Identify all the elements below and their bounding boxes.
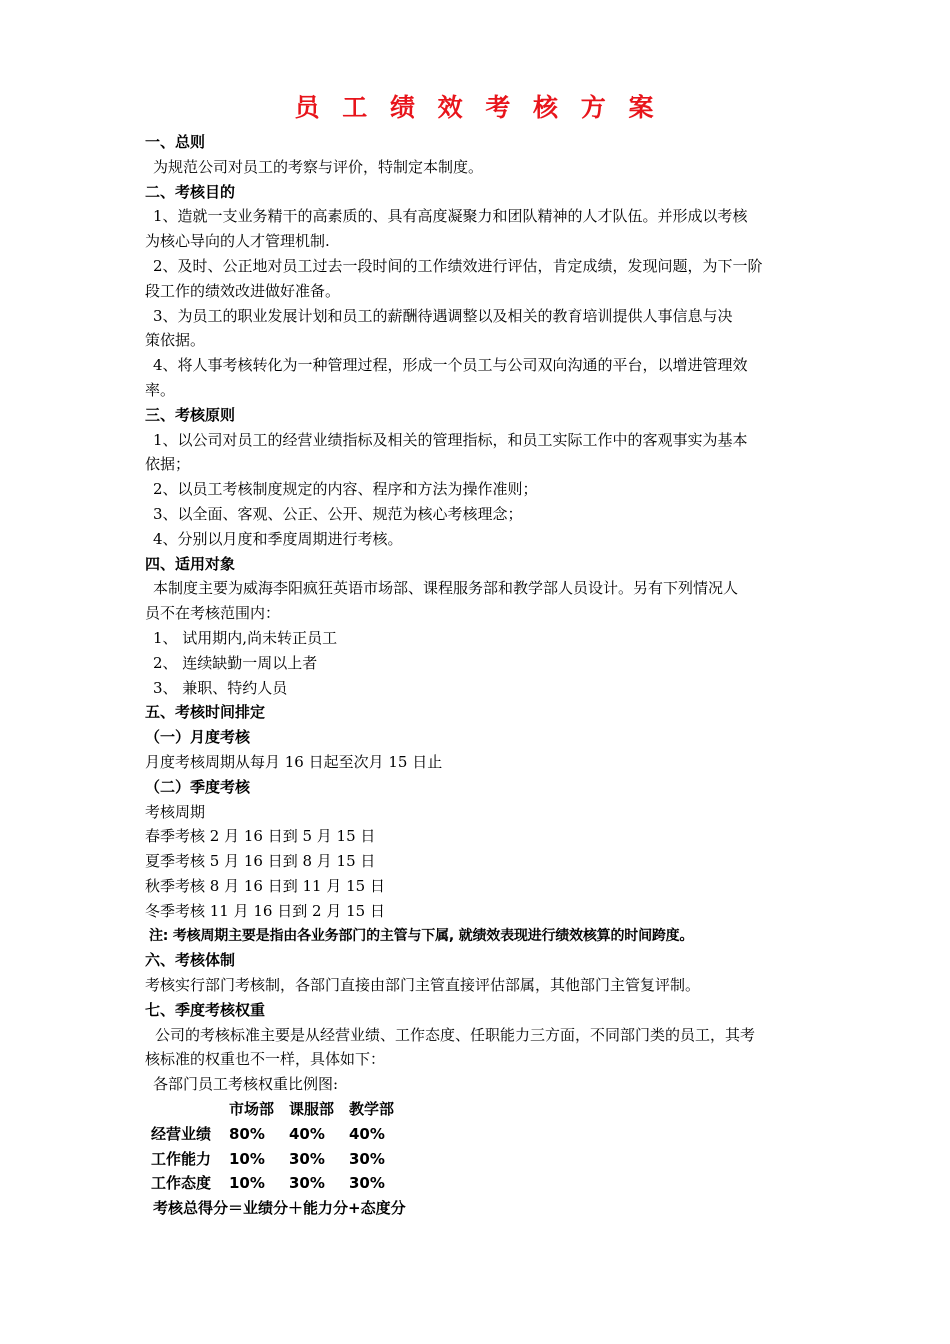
list-item: 3、为员工的职业发展计划和员工的薪酬待遇调整以及相关的教育培训提供人事信息与决 (153, 306, 733, 325)
subheading-quarterly: （二）季度考核 (145, 777, 251, 796)
table-cell: 工作态度 (151, 1174, 212, 1193)
subheading-monthly: （一）月度考核 (145, 728, 251, 747)
document-body (145, 130, 810, 1221)
section-heading-purpose: 二、考核目的 (145, 182, 236, 201)
table-header-cell: 课服部 (289, 1100, 335, 1119)
table-row (151, 1147, 419, 1172)
table-row (151, 1122, 419, 1147)
quarter-spring: 春季考核 2 月 16 日到 5 月 15 日 (145, 827, 376, 846)
list-item-continuation: 依据； (145, 455, 191, 474)
table-cell: 30% (289, 1174, 325, 1193)
table-header-cell: 教学部 (349, 1100, 395, 1119)
list-item: 3、 兼职、特约人员 (153, 678, 288, 697)
table-cell: 经营业绩 (151, 1124, 212, 1143)
list-item: 1、 试用期内,尚未转正员工 (153, 628, 338, 647)
quarter-winter: 冬季考核 11 月 16 日到 2 月 15 日 (145, 901, 385, 920)
section-heading-schedule: 五、考核时间排定 (145, 703, 266, 722)
list-item-continuation: 率。 (145, 380, 176, 399)
list-item: 2、 连续缺勤一周以上者 (153, 653, 318, 672)
table-cell: 80% (229, 1124, 265, 1143)
section-heading-system: 六、考核体制 (145, 951, 236, 970)
paragraph-continuation: 核标准的权重也不一样，具体如下： (145, 1050, 386, 1069)
paragraph-continuation: 员不在考核范围内： (145, 604, 281, 623)
table-cell: 40% (289, 1124, 325, 1143)
table-cell: 10% (229, 1149, 265, 1168)
section-heading-principles: 三、考核原则 (145, 405, 236, 424)
table-row (151, 1171, 419, 1196)
note: 注: 考核周期主要是指由各业务部门的主管与下属, 就绩效表现进行绩效核算的时间跨度。 (149, 927, 694, 944)
table-header-cell: 市场部 (229, 1100, 275, 1119)
section-heading-scope: 四、适用对象 (145, 554, 236, 573)
table-header-row (151, 1097, 419, 1122)
table-cell: 30% (349, 1174, 385, 1193)
table-cell: 30% (289, 1149, 325, 1168)
document-title: 员 工 绩 效 考 核 方 案 (294, 93, 661, 122)
score-formula: 考核总得分＝业绩分＋能力分+态度分 (153, 1199, 406, 1218)
list-item-continuation: 策依据。 (145, 331, 206, 350)
table-cell: 工作能力 (151, 1149, 212, 1168)
table-cell: 40% (349, 1124, 385, 1143)
paragraph: 月度考核周期从每月 16 日起至次月 15 日止 (145, 752, 443, 771)
quarter-summer: 夏季考核 5 月 16 日到 8 月 15 日 (145, 852, 376, 871)
list-item: 2、及时、公正地对员工过去一段时间的工作绩效进行评估，肯定成绩，发现问题，为下一阶 (153, 256, 763, 275)
list-item: 4、将人事考核转化为一种管理过程，形成一个员工与公司双向沟通的平台，以增进管理效 (153, 356, 748, 375)
paragraph: 公司的考核标准主要是从经营业绩、工作态度、任职能力三方面，不同部门类的员工，其考 (155, 1025, 756, 1044)
table-header-cell (151, 1097, 229, 1122)
list-item: 2、以员工考核制度规定的内容、程序和方法为操作准则； (153, 480, 538, 499)
paragraph: 本制度主要为威海李阳疯狂英语市场部、课程服务部和教学部人员设计。另有下列情况人 (153, 579, 739, 598)
table-cell: 10% (229, 1174, 265, 1193)
list-item-continuation: 为核心导向的人才管理机制. (145, 232, 330, 251)
list-item: 3、以全面、客观、公正、公开、规范为核心考核理念； (153, 504, 523, 523)
table-cell: 30% (349, 1149, 385, 1168)
weight-table (151, 1097, 419, 1196)
quarter-autumn: 秋季考核 8 月 16 日到 11 月 15 日 (145, 876, 385, 895)
paragraph: 为规范公司对员工的考察与评价，特制定本制度。 (153, 157, 484, 176)
section-heading-weights: 七、季度考核权重 (145, 1000, 266, 1019)
paragraph: 考核实行部门考核制，各部门直接由部门主管直接评估部属，其他部门主管复评制。 (145, 976, 701, 995)
paragraph: 各部门员工考核权重比例图: (153, 1075, 339, 1094)
list-item-continuation: 段工作的绩效改进做好准备。 (145, 281, 341, 300)
section-heading-general: 一、总则 (145, 133, 206, 151)
list-item: 1、以公司对员工的经营业绩指标及相关的管理指标，和员工实际工作中的客观事实为基本 (153, 430, 748, 449)
list-item: 4、分别以月度和季度周期进行考核。 (153, 529, 403, 548)
list-item: 1、造就一支业务精干的高素质的、具有高度凝聚力和团队精神的人才队伍。并形成以考核 (153, 207, 748, 226)
paragraph: 考核周期 (145, 802, 206, 821)
